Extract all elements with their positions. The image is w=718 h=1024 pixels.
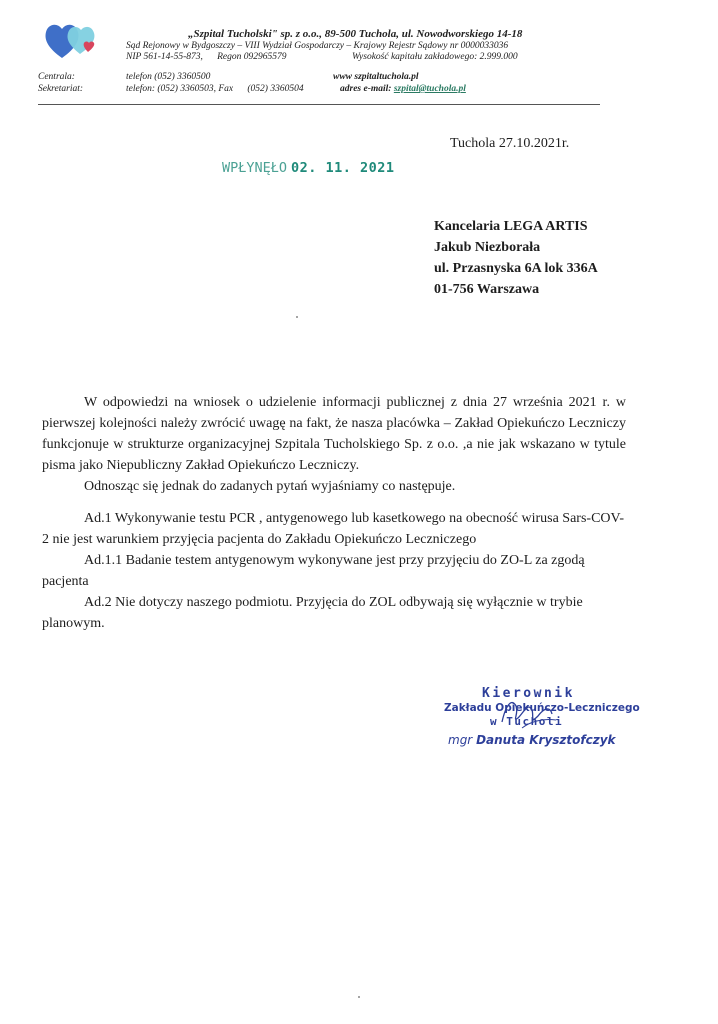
sekretariat-label: Sekretariat: — [38, 84, 84, 94]
sekretariat-phone: telefon: (052) 3360503, Fax (052) 3360504 — [126, 84, 304, 94]
email-row — [340, 84, 466, 94]
received-stamp — [222, 160, 395, 176]
received-stamp-date: 02. 11. 2021 — [291, 160, 395, 176]
centrala-phone: telefon (052) 3360500 — [126, 72, 211, 82]
email-label: adres e-mail: — [340, 84, 392, 94]
signature-dept: Zakładu Opiekuńczo-Leczniczego — [444, 702, 640, 714]
recipient-line: Kancelaria LEGA ARTIS — [434, 219, 588, 234]
letterhead-divider — [38, 104, 600, 105]
answer-ad2: Ad.2 Nie dotyczy naszego podmiotu. Przyjęcia do ZOL odbywają się wyłącznie w trybie planowym. — [42, 595, 583, 631]
recipient-line: 01-756 Warszawa — [434, 282, 540, 297]
signature-city: w Tucholi — [490, 715, 564, 728]
signature-name-text: Danuta Krysztofczyk — [476, 733, 616, 747]
email-link[interactable]: szpital@tuchola.pl — [393, 84, 466, 94]
signature-stamp — [444, 686, 644, 758]
scan-speck — [296, 316, 298, 318]
answer-ad1: Ad.1 Wykonywanie testu PCR , antygenowego lub kasetkowego na obecność wirusa Sars-COV-2 nie jest warunkiem przyjęcia pacjenta do Zakładu Opiekuńczo Leczniczego — [42, 511, 625, 547]
letterhead-main: „Szpital Tucholski" sp. z o.o., 89-500 Tuchola, ul. Nowodworskiego 14-18 — [188, 28, 523, 40]
body-paragraph-2: Odnosząc się jednak do zadanych pytań wyjaśniamy co następuje. — [84, 479, 456, 494]
recipient-line: Jakub Niezborała — [434, 240, 541, 255]
body-paragraph-1: W odpowiedzi na wniosek o udzielenie informacji publicznej z dnia 27 września 2021 r. w pierwszej kolejności należy zwrócić uwagę na fakt, że nasza placówka – Zakład Opiekuńczo Leczniczy funkcjonuje w strukturze organizacyjnej Szpitala Tucholskiego Sp. z o.o. ,a nie jak wskazano w tytule pisma jako Niepubliczny Zakład Opiekuńczo Leczniczy. — [42, 395, 626, 473]
handwritten-signature-icon — [472, 692, 582, 732]
letter-body — [42, 392, 626, 634]
signature-name-prefix: mgr — [448, 733, 473, 747]
signature-title: Kierownik — [482, 686, 575, 701]
scan-speck — [358, 996, 360, 998]
letterhead-capital: Wysokość kapitału zakładowego: 2.999.000 — [352, 52, 518, 62]
letterhead-nip: NIP 561-14-55-873, Regon 092965579 — [126, 52, 287, 62]
website: www szpitaltuchola.pl — [333, 72, 419, 82]
recipient-line: ul. Przasnyska 6A lok 336A — [434, 261, 598, 276]
paragraph-gap — [42, 497, 626, 508]
answer-ad1-1: Ad.1.1 Badanie testem antygenowym wykonywane jest przy przyjęciu do ZO-L za zgodą pacjenta — [42, 553, 585, 589]
recipient-address — [434, 216, 598, 300]
letter-date: Tuchola 27.10.2021r. — [450, 136, 570, 151]
letterhead-court: Sąd Rejonowy w Bydgoszczy – VIII Wydział Gospodarczy – Krajowy Rejestr Sądowy nr 0000033036 — [126, 41, 509, 51]
centrala-label: Centrala: — [38, 72, 75, 82]
received-stamp-prefix: WPŁYNĘŁO — [222, 160, 288, 176]
signature-name — [448, 733, 616, 747]
hospital-logo-icon — [44, 18, 100, 60]
